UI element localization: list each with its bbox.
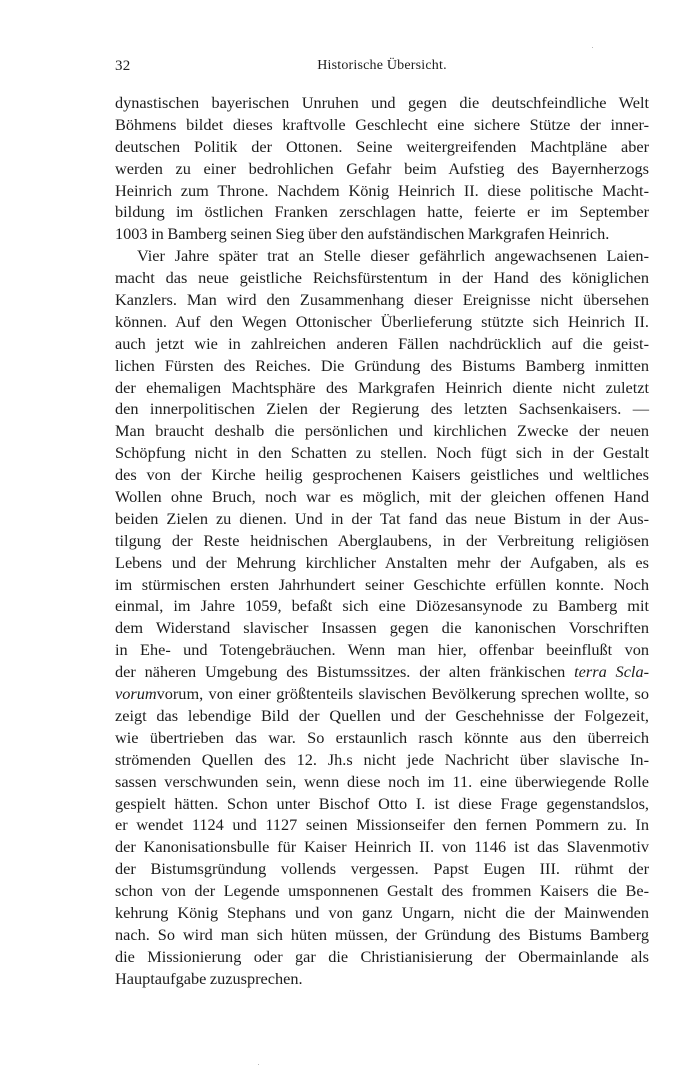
text-line: gespielt hätten. Schon unter Bischof Otto I. ist diese Frage gegenstandslos, bbox=[115, 793, 649, 813]
text-line: zeigt das lebendige Bild der Quellen und der Geschehnisse der Folgezeit, bbox=[115, 705, 649, 725]
text-line: sassen verschwunden sein, wenn diese noch im 11. eine überwiegende Rolle bbox=[115, 771, 649, 791]
text-line: macht das neue geistliche Reichsfürstentum in der Hand des königlichen bbox=[115, 268, 649, 288]
text-line: werden zu einer bedrohlichen Gefahr beim Aufstieg des Bayernherzogs bbox=[115, 158, 649, 178]
scan-speck bbox=[258, 1064, 259, 1065]
text-line: in Ehe- und Totengebräuchen. Wenn man hier, offenbar beeinflußt von bbox=[115, 640, 649, 660]
text-line: Heinrich zum Throne. Nachdem König Heinrich II. diese politische Macht- bbox=[115, 180, 649, 200]
italic-phrase: terra Scla- bbox=[574, 662, 650, 682]
text-line: kehrung König Stephans und von ganz Ungarn, nicht die der Mainwenden bbox=[115, 902, 649, 922]
text-line: auch jetzt wie in zahlreichen anderen Fällen nachdrücklich auf die geist- bbox=[115, 333, 649, 353]
text-line: beiden Zielen zu dienen. Und in der Tat fand das neue Bistum in der Aus- bbox=[115, 508, 649, 528]
text-line: können. Auf den Wegen Ottonischer Überlieferung stützte sich Heinrich II. bbox=[115, 311, 649, 331]
text-segment: vorum, von einer größtenteils slavischen Bevölkerung sprechen wollte, so bbox=[156, 684, 649, 704]
text-line: tilgung der Reste heidnischen Aberglaubens, in der Verbreitung religiösen bbox=[115, 530, 649, 550]
scan-speck bbox=[592, 47, 593, 48]
text-line: dynastischen bayerischen Unruhen und gegen die deutschfeindliche Welt bbox=[115, 93, 649, 112]
text-line: Man braucht deshalb die persönlichen und kirchlichen Zwecke der neuen bbox=[115, 421, 649, 441]
text-line: einmal, im Jahre 1059, befaßt sich eine Diözesansynode zu Bamberg mit bbox=[115, 596, 649, 616]
running-head bbox=[115, 58, 649, 80]
text-line: der ehemaligen Machtsphäre des Markgrafen Heinrich diente nicht zuletzt bbox=[115, 377, 649, 397]
text-line bbox=[115, 683, 649, 705]
text-line: der Bistumsgründung vollends vergessen. Papst Eugen III. rühmt der bbox=[115, 859, 649, 879]
text-line: den innerpolitischen Zielen der Regierung des letzten Sachsenkaisers. — bbox=[115, 399, 649, 419]
text-line: bildung im östlichen Franken zerschlagen hatte, feierte er im September bbox=[115, 202, 649, 222]
text-line: deutschen Politik der Ottonen. Seine weitergreifenden Machtpläne aber bbox=[115, 136, 649, 156]
text-line: Schöpfung nicht in den Schatten zu stellen. Noch fügt sich in der Gestalt bbox=[115, 443, 649, 463]
text-line: Kanzlers. Man wird den Zusammenhang dieser Ereignisse nicht übersehen bbox=[115, 290, 649, 310]
text-line: im stürmischen ersten Jahrhundert seiner Geschichte erfüllen konnte. Noch bbox=[115, 574, 649, 594]
text-line: nach. So wird man sich hüten müssen, der Gründung des Bistums Bamberg bbox=[115, 924, 649, 944]
text-line: Hauptaufgabe zuzusprechen. bbox=[115, 968, 303, 988]
body-text bbox=[115, 92, 649, 990]
text-line bbox=[115, 661, 649, 683]
text-line: dem Widerstand slavischer Insassen gegen die kanonischen Vorschriften bbox=[115, 618, 649, 638]
text-segment: der näheren Umgebung des Bistumssitzes. der alten fränkischen bbox=[115, 662, 566, 682]
text-line: Lebens und der Mehrung kirchlicher Anstalten mehr der Aufgaben, als es bbox=[115, 552, 649, 572]
text-line: wie übertrieben das war. So erstaunlich rasch könnte aus den überreich bbox=[115, 727, 649, 747]
page-number: 32 bbox=[115, 58, 131, 74]
text-line: strömenden Quellen des 12. Jh.s nicht jede Nachricht über slavische In- bbox=[115, 749, 649, 769]
text-line: Wollen ohne Bruch, noch war es möglich, mit der gleichen offenen Hand bbox=[115, 487, 649, 507]
text-line: 1003 in Bamberg seinen Sieg über den aufständischen Markgrafen Heinrich. bbox=[115, 224, 610, 244]
text-line: schon von der Legende umsponnenen Gestalt des frommen Kaisers die Be- bbox=[115, 881, 649, 901]
text-line: er wendet 1124 und 1127 seinen Missionseifer den fernen Pommern zu. In bbox=[115, 815, 649, 835]
text-line: lichen Fürsten des Reiches. Die Gründung des Bistums Bamberg inmitten bbox=[115, 355, 649, 375]
text-line: der Kanonisationsbulle für Kaiser Heinrich II. von 1146 ist das Slavenmotiv bbox=[115, 837, 649, 857]
italic-phrase: vorum bbox=[115, 684, 157, 704]
text-line: des von der Kirche heilig gesprochenen Kaisers geistliches und weltliches bbox=[115, 465, 649, 485]
running-title: Historische Übersicht. bbox=[317, 58, 447, 73]
text-line: Böhmens bildet dieses kraftvolle Geschlecht eine sichere Stütze der inner- bbox=[115, 114, 649, 134]
text-line: Vier Jahre später trat an Stelle dieser gefährlich angewachsenen Laien- bbox=[137, 246, 649, 266]
text-line: die Missionierung oder gar die Christianisierung der Obermainlande als bbox=[115, 946, 649, 966]
